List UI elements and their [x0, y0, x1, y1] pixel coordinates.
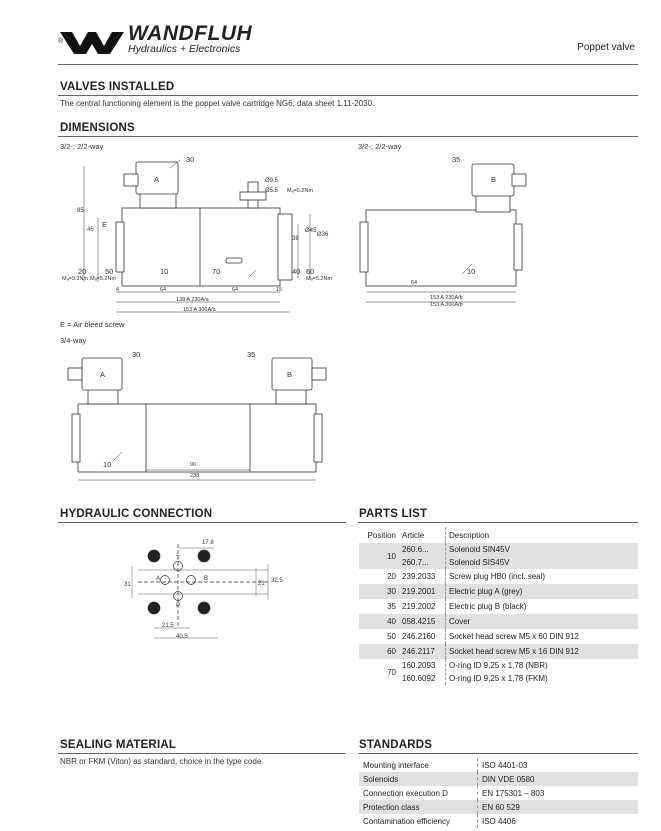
- wandfluh-logo-icon: [58, 26, 126, 56]
- description-text: Solenoid SIN45V: [449, 545, 510, 554]
- standard-key: Solenoids: [359, 772, 478, 786]
- col-article: Article: [399, 527, 446, 543]
- section-divider: [58, 522, 346, 523]
- cell-position: 35: [387, 602, 396, 611]
- label-e: E: [102, 220, 108, 229]
- dim-17-8: 17.8: [202, 540, 214, 546]
- standard-value: DIN VDE 0580: [478, 772, 639, 786]
- label-a: A: [154, 175, 160, 184]
- table-row: [359, 644, 638, 659]
- hydraulic-interface-drawing: [118, 540, 288, 645]
- dim-32-5: 32.5: [271, 578, 283, 584]
- parts-list-title: PARTS LIST: [359, 508, 428, 520]
- standard-value: EN 175301 – 803: [482, 788, 545, 798]
- cell-description: Electric plug B (black): [449, 602, 527, 611]
- section-divider: [58, 753, 346, 754]
- cell-description: Socket head screw M5 x 16 DIN 912: [446, 644, 639, 659]
- table-row: [359, 786, 638, 800]
- dim-dia36: Ø36: [317, 232, 329, 238]
- cell-description: Electric plug A (grey): [446, 584, 639, 599]
- article-number: 260.6...: [402, 545, 429, 554]
- dim-138: 138 A 230A/a: [176, 297, 209, 303]
- cell-position: 30: [359, 584, 399, 599]
- label-35-b: 35: [247, 350, 256, 359]
- section-divider: [58, 95, 638, 96]
- cell-description: [446, 543, 639, 569]
- label-30-b: 30: [132, 350, 141, 359]
- registered-mark: ®: [58, 38, 64, 45]
- table-row: [359, 800, 638, 814]
- standard-key: Protection class: [359, 800, 478, 814]
- table-row: [359, 659, 638, 685]
- torque-3: Mₐ=5.2Nm: [90, 276, 117, 282]
- dim-40-5: 40.5: [176, 634, 188, 640]
- cell-article: 219.2002: [399, 599, 446, 614]
- dim-90: 90: [190, 462, 197, 468]
- col-position: Position: [367, 530, 396, 540]
- torque-4: Mₐ=5.2Nm: [306, 276, 333, 282]
- section-divider: [58, 136, 638, 137]
- valves-installed-title: VALVES INSTALLED: [60, 81, 175, 93]
- port-t: T: [176, 556, 180, 562]
- label-a-b: A: [100, 370, 106, 379]
- table-row: [359, 629, 638, 644]
- air-bleed-note: E = Air bleed screw: [60, 320, 125, 329]
- dim-85: 85: [77, 208, 84, 214]
- description-text: O-ring ID 9,25 x 1,78 (FKM): [449, 674, 548, 683]
- cell-article: 058.4215: [399, 614, 446, 629]
- standards-table: [359, 758, 638, 828]
- torque-2: Mₐ=9.3Nm: [62, 276, 89, 282]
- cell-article: [399, 659, 446, 685]
- hydraulic-connection-title: HYDRAULIC CONNECTION: [60, 508, 213, 520]
- cell-article: [399, 543, 446, 569]
- dim-38: 38: [292, 236, 299, 242]
- dim-31: 31: [124, 582, 131, 588]
- article-number: 160.6092: [402, 674, 436, 683]
- brand-tagline: Hydraulics + Electronics: [128, 43, 241, 55]
- dim-238: 238: [190, 473, 200, 479]
- dim-dia55: Ø5.5: [265, 188, 279, 194]
- label-35: 35: [452, 155, 461, 164]
- table-row: [359, 569, 638, 584]
- table-row: [359, 599, 638, 614]
- dim-153: 153 A 300A/a: [183, 307, 216, 313]
- dim-64b: 64: [232, 287, 239, 293]
- cell-article: 246.2160: [399, 629, 446, 644]
- label-10: 10: [160, 267, 169, 276]
- standard-key: Contamination efficiency: [359, 814, 478, 828]
- label-10-b: 10: [467, 267, 476, 276]
- label-40: 40: [292, 267, 301, 276]
- cell-position: 70: [387, 667, 396, 677]
- dim-21-5: 21.5: [162, 623, 174, 629]
- port-p: P: [176, 603, 181, 609]
- dim-15: 15: [276, 287, 283, 293]
- cell-position: 60: [359, 644, 399, 659]
- article-number: 260.7...: [402, 558, 429, 567]
- header-divider: [58, 64, 638, 65]
- standard-key: Mounting interface: [359, 758, 478, 772]
- dim-153c: 153 A 300A/b: [430, 302, 463, 308]
- view1-label: 3/2-; 2/2-way: [60, 142, 104, 151]
- section-divider: [358, 522, 638, 523]
- table-row: [359, 614, 638, 629]
- cell-description: Cover: [446, 614, 639, 629]
- table-row: [359, 772, 638, 786]
- table-row: [359, 814, 638, 828]
- dimension-drawing-top-view: [358, 152, 538, 312]
- label-50: 50: [105, 267, 114, 276]
- cell-position: 10: [359, 543, 399, 569]
- cell-description: Screw plug HB0 (incl. seal): [449, 572, 546, 581]
- view3-label: 3/4-way: [60, 336, 87, 345]
- label-b: B: [491, 175, 497, 184]
- dimensions-title: DIMENSIONS: [60, 122, 135, 134]
- section-divider: [358, 753, 638, 754]
- table-row: [359, 584, 638, 599]
- description-text: Solenoid SIS45V: [449, 558, 510, 567]
- parts-table: [359, 527, 638, 685]
- document-type: Poppet valve: [577, 42, 635, 53]
- standard-value: ISO 4406: [482, 816, 516, 826]
- standards-title: STANDARDS: [359, 739, 433, 751]
- label-20: 20: [78, 267, 87, 276]
- cell-position: 50: [387, 632, 396, 641]
- dimension-drawing-side-view: [60, 152, 350, 317]
- label-70: 70: [212, 267, 221, 276]
- cell-position: 40: [359, 614, 399, 629]
- label-30: 30: [186, 155, 195, 164]
- brand-name: WANDFLUH: [128, 22, 253, 45]
- label-60: 60: [306, 267, 315, 276]
- dim-64a: 64: [160, 287, 167, 293]
- label-10-c: 10: [103, 460, 112, 469]
- sealing-material-text: NBR or FKM (Viton) as standard, choice in the type code: [60, 757, 262, 766]
- cell-description: [446, 659, 639, 685]
- dim-45: 45: [87, 227, 94, 233]
- cell-description: Socket head screw M5 x 60 DIN 912: [449, 632, 579, 641]
- standard-key: Connection execution D: [359, 786, 478, 800]
- table-row: [359, 758, 638, 772]
- port-a: A: [156, 576, 161, 582]
- dim-dia45: Ø45: [305, 228, 317, 234]
- view2-label: 3/2-; 2/2-way: [358, 142, 402, 151]
- sealing-material-title: SEALING MATERIAL: [60, 739, 177, 751]
- cell-article: 219.2001: [399, 584, 446, 599]
- valves-installed-text: The central functioning element is the poppet valve cartridge NG6, data sheet 1.11-2030.: [60, 99, 375, 108]
- dim-dia95: Ø9.5: [265, 178, 279, 184]
- col-description: Description: [449, 530, 490, 540]
- standard-value: ISO 4401-03: [482, 760, 528, 770]
- article-number: 160.2093: [402, 661, 436, 670]
- label-b-b: B: [287, 370, 293, 379]
- standard-value: EN 60 529: [478, 800, 639, 814]
- cell-article: 239.2033: [399, 569, 446, 584]
- table-row: [359, 543, 638, 569]
- port-b: B: [204, 576, 209, 582]
- cell-article: 246.2117: [399, 644, 446, 659]
- dim-153b: 153 A 230A/b: [430, 295, 463, 301]
- dim-21: 21: [258, 581, 265, 587]
- torque-1: Mₐ=5.2Nm: [287, 188, 314, 194]
- description-text: O-ring ID 9,25 x 1,78 (NBR): [449, 661, 548, 670]
- dim-64c: 64: [411, 280, 418, 286]
- dim-4: 4: [116, 287, 120, 293]
- cell-position: 20: [387, 572, 396, 581]
